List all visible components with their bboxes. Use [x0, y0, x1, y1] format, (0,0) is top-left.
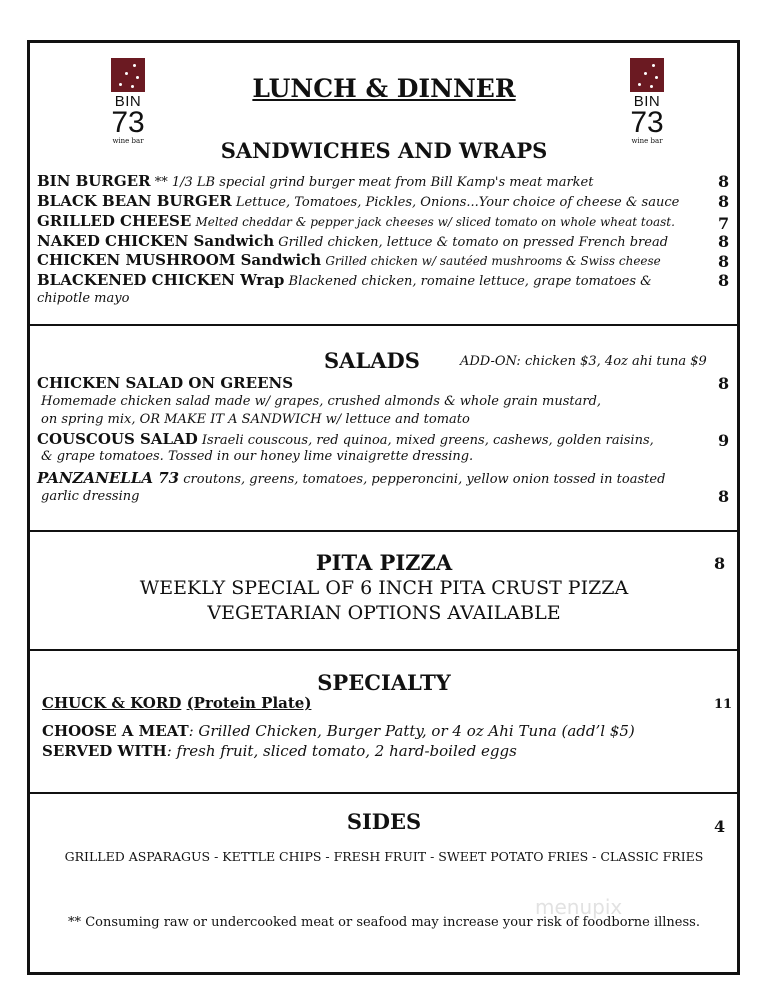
item-price: 8	[718, 252, 730, 271]
served-with: SERVED WITH: fresh fruit, sliced tomato, 2 hard-boiled eggs	[42, 742, 517, 760]
item-desc-cont: & grape tomatoes. Tossed in our honey lime vinaigrette dressing.	[41, 449, 474, 464]
item-price: 8	[718, 192, 730, 211]
section-divider	[27, 530, 740, 532]
watermark: menupix	[535, 895, 623, 919]
item-price: 8	[718, 271, 730, 290]
logo-wine-bar: wine bar	[631, 137, 663, 145]
pizza-heading: PITA PIZZA	[315, 550, 453, 575]
menu-item: CHICKEN SALAD ON GREENS	[37, 374, 294, 392]
pizza-line-1: WEEKLY SPECIAL OF 6 INCH PITA CRUST PIZZA	[139, 577, 629, 599]
footer-note: ** Consuming raw or undercooked meat or seafood may increase your risk of foodborne illness.	[68, 915, 700, 930]
sides-price: 4	[714, 817, 726, 836]
choose-meat: CHOOSE A MEAT: Grilled Chicken, Burger Patty, or 4 oz Ahi Tuna (add’l $5)	[42, 722, 635, 740]
sandwiches-heading: SANDWICHES AND WRAPS	[220, 138, 548, 163]
item-price: 8	[718, 374, 730, 393]
specialty-item: CHUCK & KORD (Protein Plate)	[42, 694, 312, 712]
item-price: 8	[718, 232, 730, 251]
logo-bin: BIN	[633, 93, 661, 110]
specialty-heading: SPECIALTY	[317, 670, 451, 695]
item-price: 7	[718, 214, 730, 233]
item-price: 9	[718, 431, 730, 450]
logo-wine-bar: wine bar	[112, 137, 144, 145]
pizza-line-2: VEGETARIAN OPTIONS AVAILABLE	[207, 602, 561, 624]
sides-heading: SIDES	[346, 809, 422, 834]
menu-item: BLACK BEAN BURGER Lettuce, Tomatoes, Pickles, Onions...Your choice of cheese & sauce	[37, 192, 680, 210]
logo-73: 73	[630, 106, 664, 139]
menu-item: COUSCOUS SALAD Israeli couscous, red quinoa, mixed greens, cashews, golden raisins,	[37, 430, 654, 448]
section-divider	[27, 792, 740, 794]
menu-item: GRILLED CHEESE Melted cheddar & pepper jack cheeses w/ sliced tomato on whole wheat toast.	[37, 212, 675, 230]
pizza-price: 8	[714, 554, 726, 573]
menu-item: BIN BURGER ** 1/3 LB special grind burger meat from Bill Kamp's meat market	[37, 172, 594, 190]
item-price: 8	[718, 487, 730, 506]
menu-item: BLACKENED CHICKEN Wrap Blackened chicken, romaine lettuce, grape tomatoes &	[37, 271, 652, 289]
logo-bin: BIN	[114, 93, 142, 110]
sides-list: GRILLED ASPARAGUS - KETTLE CHIPS - FRESH FRUIT - SWEET POTATO FRIES - CLASSIC FRIES	[64, 849, 704, 864]
item-desc-cont: chipotle mayo	[37, 291, 130, 306]
menu-item: CHICKEN MUSHROOM Sandwich Grilled chicken w/ sautéed mushrooms & Swiss cheese	[37, 251, 661, 269]
menu-item: NAKED CHICKEN Sandwich Grilled chicken, lettuce & tomato on pressed French bread	[37, 232, 669, 250]
item-desc-cont: on spring mix, OR MAKE IT A SANDWICH w/ lettuce and tomato	[41, 412, 470, 427]
item-price: 8	[718, 172, 730, 191]
section-divider	[27, 324, 740, 326]
menu-item: PANZANELLA 73 croutons, greens, tomatoes, pepperoncini, yellow onion tossed in toasted	[37, 469, 666, 487]
salads-heading: SALADS	[324, 348, 420, 373]
specialty-price: 11	[714, 697, 733, 712]
item-desc: Homemade chicken salad made w/ grapes, crushed almonds & whole grain mustard,	[41, 394, 602, 409]
page-title: LUNCH & DINNER	[252, 74, 516, 103]
logo-73: 73	[111, 106, 145, 139]
section-divider	[27, 649, 740, 651]
item-desc-cont: garlic dressing	[41, 489, 140, 504]
salads-addon: ADD-ON: chicken $3, 4oz ahi tuna $9	[460, 354, 707, 369]
